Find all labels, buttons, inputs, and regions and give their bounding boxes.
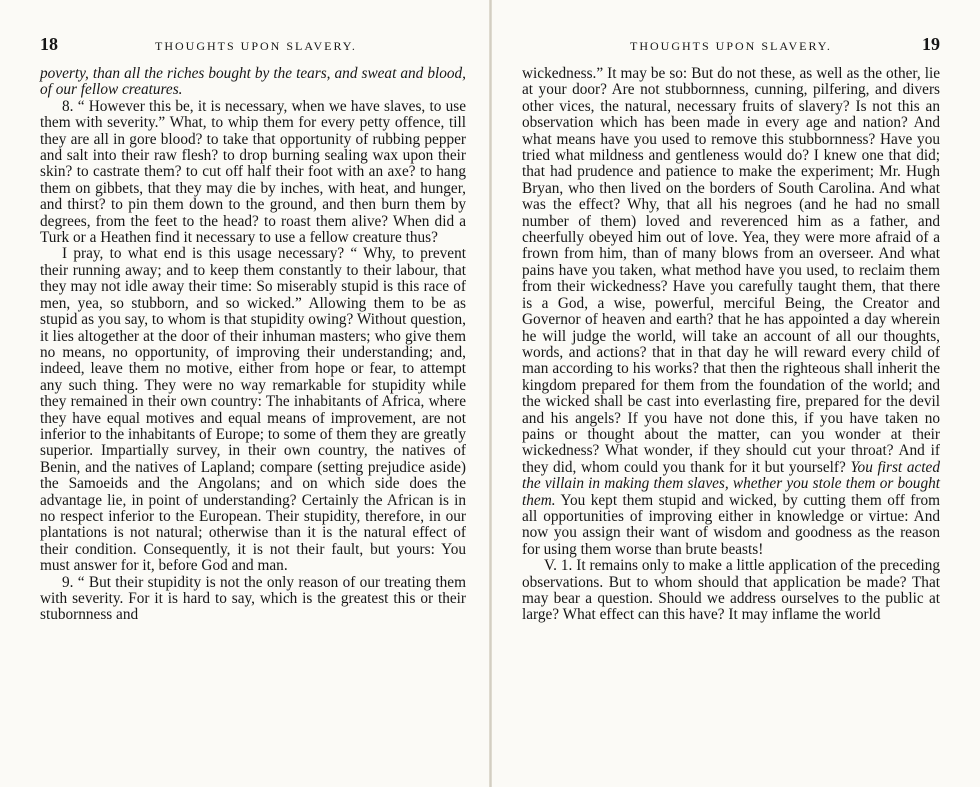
- running-head-left: [40, 34, 466, 56]
- wickedness-text-end: You kept them stupid and wicked, by cutting them off from all opportunities of improving either in knowledge or virtue: And now you assign their want of wisdom and goodness as the reason for using them worse than brute beasts!: [522, 491, 940, 558]
- paragraph-9: 9. “ But their stupidity is not the only reason of our treating them with severity. For it is hard to say, which is the greatest this or their stubornness and: [40, 573, 466, 624]
- right-page-text: [522, 66, 940, 624]
- running-head-title-right: THOUGHTS UPON SLAVERY.: [630, 39, 832, 53]
- running-head-right: [522, 34, 940, 56]
- right-page: [492, 0, 980, 787]
- page-number-left: 18: [40, 34, 58, 54]
- paragraph-wickedness: [522, 66, 940, 558]
- left-page-text: [40, 66, 466, 624]
- villain-italic-text: You first acted the villain in making them slaves, whether you stole them or bought them.: [522, 458, 940, 509]
- page-number-right: 19: [922, 34, 940, 54]
- paragraph-8: 8. “ However this be, it is necessary, when we have slaves, to use them with severity.” What, to whip them for every petty offence, till they are all in gore blood? to take that opportunity of rubbing pepper and salt into their raw flesh? to drop burning sealing wax upon their skin? to castrate them? to cut off half their foot with an axe? to hang them on gibbets, that they may die by inches, with heat, and hunger, and thirst? to pin them down to the ground, and then burn them by degrees, from the feet to the head? to roast them alive? When did a Turk or a Heathen find it necessary to use a fellow creature thus?: [40, 97, 466, 247]
- paragraph-continued: poverty, than all the riches bought by the tears, and sweat and blood, of our fellow creatures.: [40, 65, 466, 99]
- running-head-title-left: THOUGHTS UPON SLAVERY.: [155, 39, 357, 53]
- paragraph-section-v: V. 1. It remains only to make a little application of the preceding observations. But to whom should that application be made? That may bear a question. Should we address ourselves to the public at large? What effect can this have? It may inflame the world: [522, 557, 940, 624]
- paragraph-stupidity: I pray, to what end is this usage necessary? “ Why, to prevent their running away; and to keep them constantly to their labour, that they may not idle away their time: So miserably stupid is this race of men, yea, so stubborn, and so wicked.” Allowing them to be as stupid as you say, to whom is that stupidity owing? Without question, it lies altogether at the door of their inhuman masters; who give them no means, no opportunity, of improving their understanding; and, indeed, leave them no motive, either from hope or fear, to attempt any such thing. They were no way remarkable for stupidity while they remained in their own country: The inhabitants of Africa, where they have equal motives and equal means of improvement, are not inferior to the inhabitants of Europe; to some of them they are greatly superior. Impartially survey, in their own country, the natives of Benin, and the natives of Lapland; compare (setting prejudice aside) the Samoeids and the Angolans; and on which side does the advantage lie, in point of understanding? Certainly the African is in no respect inferior to the European. Their stupidity, therefore, in our plantations is not natural; otherwise than it is the natural effect of their condition. Consequently, it is not their fault, but yours: You must answer for it, before God and man.: [40, 245, 466, 575]
- wickedness-text: wickedness.” It may be so: But do not these, as well as the other, lie at your door? Are not stubbornness, cunning, pilfering, and divers other vices, the natural, necessary fruits of slavery? Is not this an observation which has been made in every age and nation? And what means have you used to remove this stubbornness? Have you tried what mildness and gentleness would do? I knew one that did; that had prudence and patience to make the experiment; Mr. Hugh Bryan, who then lived on the borders of South Carolina. And what was the effect? Why, that all his negroes (and he had no small number of them) loved and reverenced him as a father, and cheerfully obeyed him out of love. Yea, they were more afraid of a frown from him, than of many blows from an overseer. And what pains have you taken, what method have you used, to reclaim them from their wickedness? Have you carefully taught them, that there is a God, a wise, powerful, merciful Being, the Creator and Governor of heaven and earth? that he has appointed a day wherein he will judge the world, will take an account of all our thoughts, words, and actions? that in that day he will reward every child of man according to his works? that then the righteous shall inherit the kingdom prepared for them from the foundation of the world; and the wicked shall be cast into everlasting fire, prepared for the devil and his angels? If you have not done this, if you have taken no pains or thought about the matter, can you wonder at their wickedness? What wonder, if they should cut your throat? And if they did, whom could you thank for it but yourself?: [522, 65, 940, 476]
